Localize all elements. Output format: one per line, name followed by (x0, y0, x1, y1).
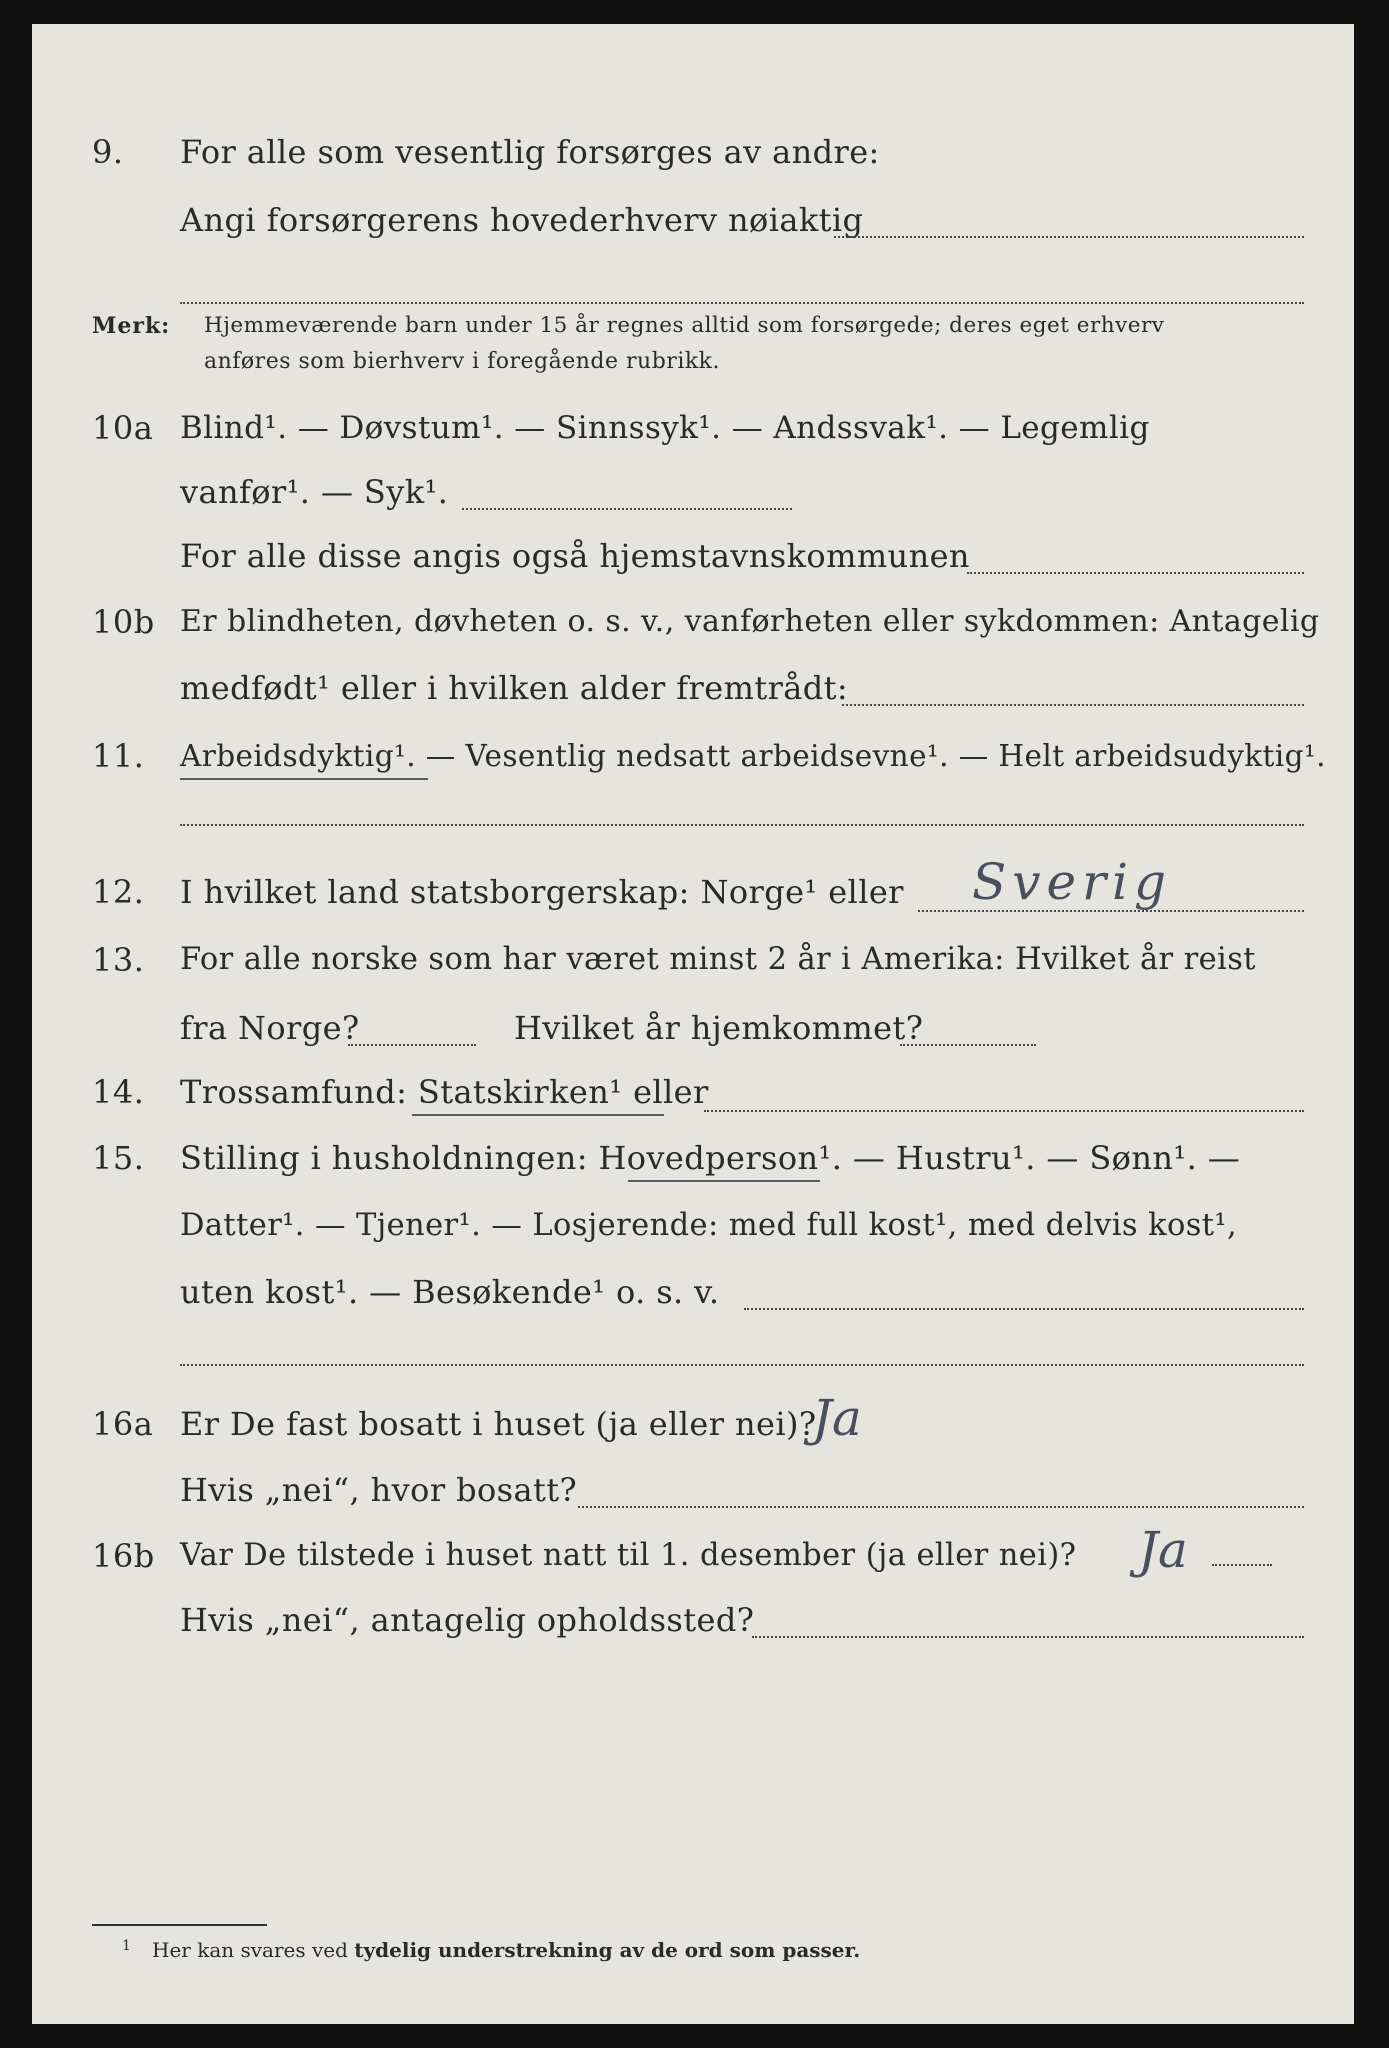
question-number: 16a (92, 1405, 154, 1443)
handwritten-answer: Ja (1138, 1521, 1188, 1579)
question-number: 10b (92, 603, 155, 641)
question-9-line-2 (32, 200, 1354, 260)
question-14 (32, 1072, 1354, 1132)
question-16b-line-2 (32, 1600, 1354, 1660)
ink-underline (412, 1114, 664, 1116)
question-10a (32, 408, 1354, 468)
question-number: 15. (92, 1139, 145, 1177)
answer-line[interactable] (180, 824, 1304, 826)
answer-line[interactable] (348, 1044, 476, 1046)
question-13-line-2 (32, 1008, 1354, 1068)
question-11 (32, 736, 1354, 796)
question-10a-line-3 (32, 536, 1354, 596)
question-text: Arbeidsdyktig¹. — Vesentlig nedsatt arbeidsevne¹. — Helt arbeidsudyktig¹. (180, 739, 1326, 773)
answer-line[interactable] (752, 1636, 1304, 1638)
answer-line[interactable] (834, 236, 1304, 238)
question-text: Var De tilstede i huset natt til 1. desember (ja eller nei)? (180, 1538, 1077, 1573)
question-text: Hvilket år hjemkommet? (514, 1009, 924, 1047)
answer-line[interactable] (900, 1044, 1036, 1046)
question-15 (32, 1138, 1354, 1198)
question-text: medfødt¹ eller i hvilken alder fremtrådt: (180, 669, 849, 707)
question-15-line-2 (32, 1206, 1354, 1266)
handwritten-answer: Sverig (972, 853, 1172, 911)
question-text: Er De fast bosatt i huset (ja eller nei)? (180, 1405, 817, 1443)
question-text: Hvis „nei“, hvor bosatt? (180, 1471, 578, 1509)
footnote-text: Her kan svares ved (152, 1938, 348, 1962)
question-text: Stilling i husholdningen: Hovedperson¹. — Hustru¹. — Sønn¹. — (180, 1139, 1241, 1177)
question-number: 10a (92, 409, 154, 447)
answer-line[interactable] (180, 1364, 1304, 1366)
question-13 (32, 940, 1354, 1000)
question-10a-line-2 (32, 472, 1354, 532)
question-text: Er blindheten, døvheten o. s. v., vanførheten eller sykdommen: Antagelig (180, 604, 1320, 639)
question-15-line-3 (32, 1272, 1354, 1332)
note-text: Hjemmeværende barn under 15 år regnes alltid som forsørgede; deres eget erhverv (204, 313, 1165, 338)
note-text: anføres som bierhverv i foregående rubrikk. (204, 349, 721, 374)
footnote-mark: 1 (122, 1938, 131, 1954)
question-text: For alle norske som har været minst 2 år i Amerika: Hvilket år reist (180, 942, 1256, 977)
answer-line[interactable] (180, 302, 1304, 304)
ink-underline (628, 1180, 820, 1182)
question-9 (32, 132, 1354, 192)
question-number: 16b (92, 1537, 155, 1575)
question-16b (32, 1521, 1354, 1596)
footnote (122, 1936, 861, 1964)
question-text: Angi forsørgerens hovederhverv nøiaktig (180, 201, 864, 239)
footnote-text-bold: tydelig understrekning av de ord som passer. (354, 1938, 861, 1962)
answer-line[interactable] (842, 704, 1304, 706)
question-text: vanfør¹. — Syk¹. (180, 473, 449, 511)
answer-line[interactable] (704, 1110, 1304, 1112)
answer-line[interactable] (462, 508, 792, 510)
answer-line[interactable] (1212, 1564, 1272, 1566)
question-number: 11. (92, 737, 145, 775)
answer-line[interactable] (744, 1308, 1304, 1310)
question-number: 9. (92, 133, 124, 171)
answer-line[interactable] (578, 1506, 1304, 1508)
question-16a (32, 1389, 1354, 1464)
question-text: I hvilket land statsborgerskap: Norge¹ eller (180, 873, 904, 911)
question-text: fra Norge? (180, 1009, 360, 1047)
question-10b-line-2 (32, 668, 1354, 728)
note-label: Merk: (92, 313, 171, 339)
answer-line[interactable] (967, 572, 1304, 574)
question-text: Datter¹. — Tjener¹. — Losjerende: med full kost¹, med delvis kost¹, (180, 1208, 1238, 1243)
question-text: Blind¹. — Døvstum¹. — Sinnssyk¹. — Andssvak¹. — Legemlig (180, 410, 1150, 446)
question-12 (32, 853, 1354, 932)
question-number: 14. (92, 1073, 145, 1111)
question-number: 12. (92, 873, 145, 911)
footnote-rule (92, 1924, 267, 1926)
question-text: uten kost¹. — Besøkende¹ o. s. v. (180, 1273, 720, 1311)
question-text: Trossamfund: Statskirken¹ eller (180, 1073, 709, 1111)
question-10b (32, 602, 1354, 662)
question-text: For alle som vesentlig forsørges av andre: (180, 133, 880, 171)
question-text: For alle disse angis også hjemstavnskommunen (180, 537, 970, 575)
handwritten-answer: Ja (812, 1389, 862, 1447)
census-form-page (32, 24, 1354, 2024)
question-text: Hvis „nei“, antagelig opholdssted? (180, 1601, 755, 1639)
ink-underline (180, 778, 428, 780)
question-number: 13. (92, 941, 145, 979)
